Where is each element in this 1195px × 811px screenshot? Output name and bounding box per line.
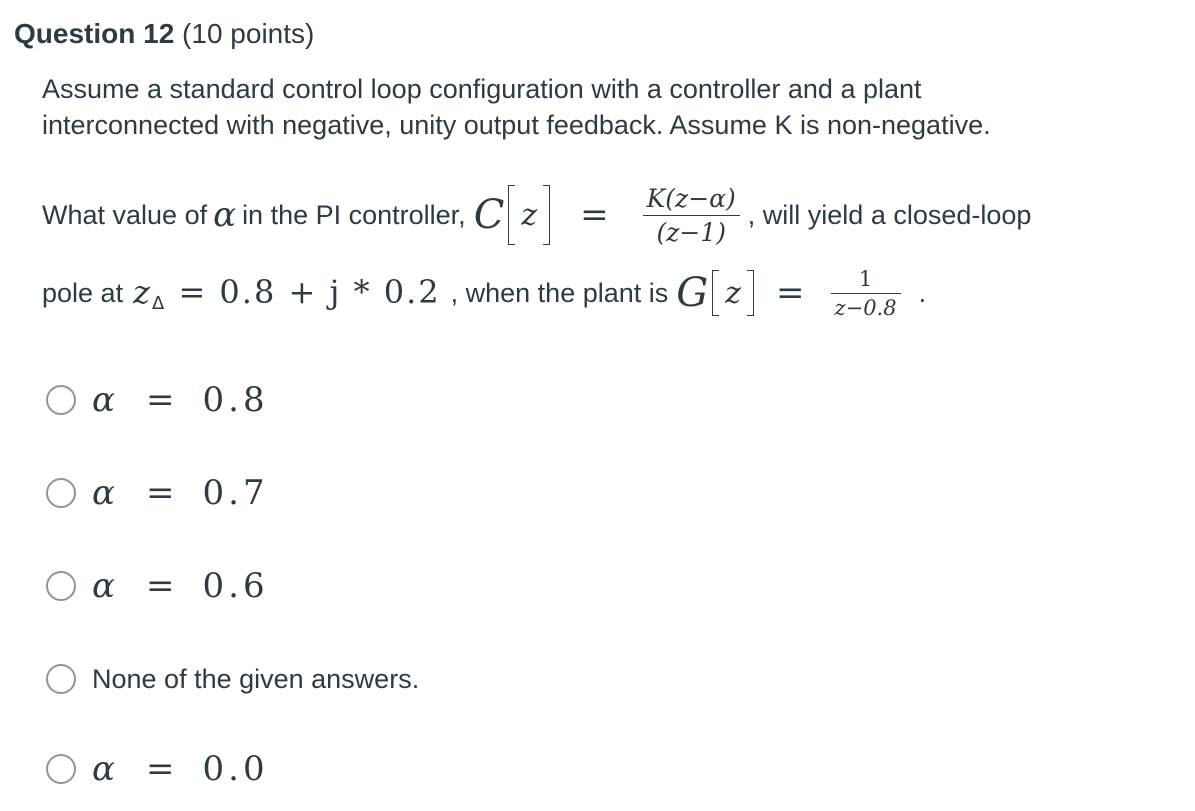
closed-loop-text: , will yield a closed-loop (747, 199, 1032, 230)
plant-function-name: G (676, 270, 709, 316)
answer-label (92, 380, 269, 420)
alpha-symbol: α (92, 566, 115, 606)
plant-equals: = (776, 273, 805, 313)
controller-question-line (42, 170, 1031, 260)
radio-button[interactable] (46, 571, 76, 601)
answer-option-1[interactable] (46, 375, 269, 425)
equals-sign: = (146, 473, 175, 513)
pole-line (42, 258, 926, 328)
alpha-symbol: α (213, 195, 237, 235)
controller-equals: = (580, 195, 609, 235)
radio-button[interactable] (46, 478, 76, 508)
alpha-symbol: α (92, 749, 115, 789)
controller-function-name: C (473, 192, 505, 238)
question-points: (10 points) (182, 18, 315, 49)
radio-button[interactable] (46, 664, 76, 694)
plant-denominator: z−0.8 (834, 295, 897, 320)
what-value-text: What value of (42, 199, 208, 230)
equals-sign: = (146, 566, 175, 606)
pole-var: z (133, 272, 152, 311)
alpha-symbol: α (92, 380, 115, 420)
fraction-bar (643, 215, 740, 216)
prompt-line-1: Assume a standard control loop configuration with a controller and a plant (42, 74, 922, 104)
controller-argument (508, 185, 550, 245)
answer-value: 0.8 (202, 380, 269, 420)
equals-sign: = (146, 749, 175, 789)
pole-value: = 0.8 + j * 0.2 (178, 272, 441, 311)
answer-option-2[interactable] (46, 468, 269, 518)
controller-var: z (521, 197, 538, 233)
pole-expression (133, 273, 441, 314)
answer-option-4[interactable] (46, 654, 419, 704)
plant-var: z (725, 275, 742, 311)
pi-controller-text: in the PI controller, (242, 199, 466, 230)
equals-sign: = (146, 380, 175, 420)
fraction-bar (831, 293, 901, 294)
answer-label (92, 566, 269, 606)
answer-option-5[interactable] (46, 744, 269, 794)
question-header (14, 14, 314, 54)
plant-fraction (831, 267, 901, 320)
answer-label: None of the given answers. (92, 663, 420, 694)
plant-argument (712, 270, 754, 316)
answer-label (92, 473, 269, 513)
period: . (918, 277, 927, 308)
pole-subscript: Δ (151, 292, 167, 314)
question-title: Question 12 (14, 18, 175, 49)
answer-value: 0.7 (202, 473, 269, 513)
answer-label (92, 749, 269, 789)
plant-numerator: 1 (858, 266, 873, 291)
controller-denominator: (z−1) (656, 217, 726, 247)
alpha-symbol: α (92, 473, 115, 513)
answer-option-3[interactable] (46, 561, 269, 611)
prompt-line-2: interconnected with negative, unity output feedback. Assume K is non-negative. (42, 110, 991, 140)
plant-text: , when the plant is (450, 277, 669, 308)
answer-value: 0.6 (202, 566, 269, 606)
answer-value: 0.0 (202, 749, 269, 789)
controller-fraction (643, 184, 740, 247)
radio-button[interactable] (46, 385, 76, 415)
controller-numerator: K(z−α) (646, 183, 736, 213)
pole-at-text: pole at (42, 277, 124, 308)
radio-button[interactable] (46, 754, 76, 784)
